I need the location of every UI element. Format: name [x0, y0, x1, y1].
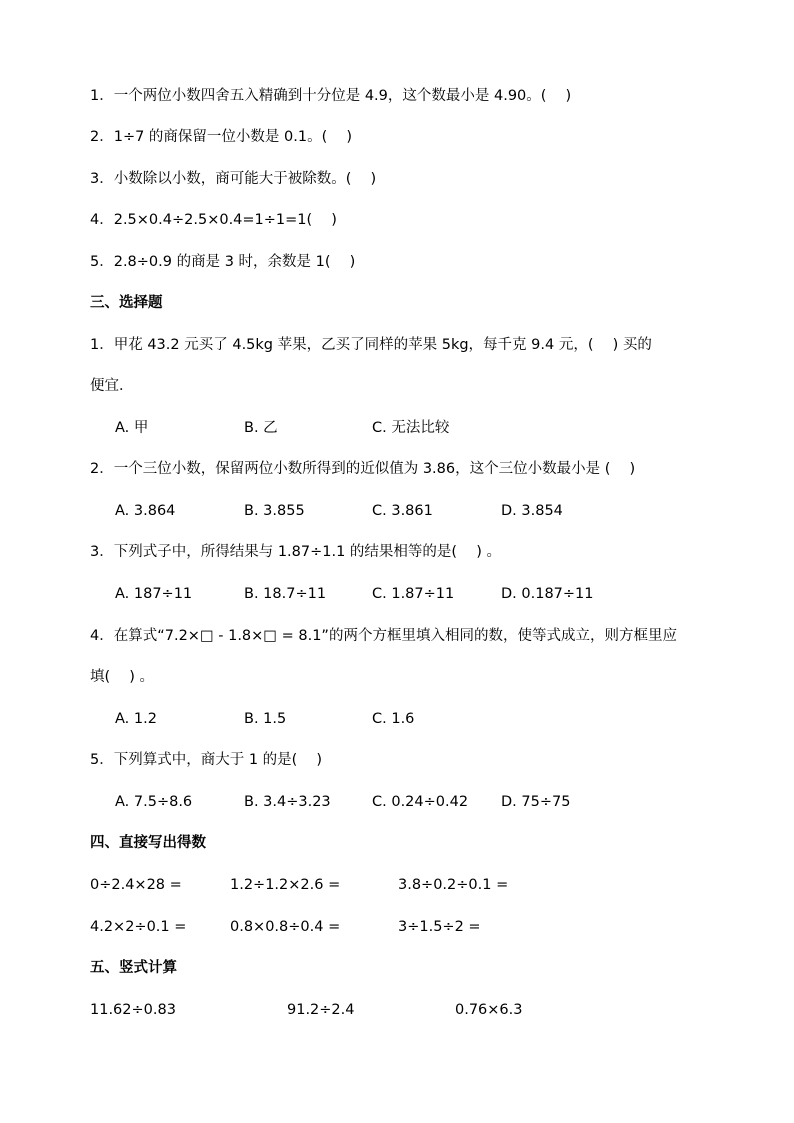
direct-r1-c3: 3.8÷0.2÷0.1 =	[398, 877, 509, 893]
choice-q5-option-b: B. 3.4÷3.23	[244, 794, 331, 810]
choice-q1-option-a: A. 甲	[115, 420, 149, 436]
choice-q3-option-d: D. 0.187÷11	[501, 586, 594, 602]
direct-r1-c2: 1.2÷1.2×2.6 =	[230, 877, 341, 893]
direct-r1-c1: 0÷2.4×28 =	[90, 877, 182, 893]
vertical-item-1: 11.62÷0.83	[90, 1002, 176, 1018]
choice-q2-option-c: C. 3.861	[372, 503, 433, 519]
choice-q5-option-c: C. 0.24÷0.42	[372, 794, 469, 810]
vertical-item-3: 0.76×6.3	[455, 1002, 523, 1018]
choice-q2-option-a: A. 3.864	[115, 503, 176, 519]
choice-q4-line-1: 4．在算式“7.2×□ - 1.8×□ = 8.1”的两个方框里填入相同的数，使等式成立，则方框里应	[90, 628, 677, 644]
section-heading-vertical: 五、竖式计算	[90, 960, 177, 976]
choice-q3-option-c: C. 1.87÷11	[372, 586, 455, 602]
judgment-item-2: 2．1÷7 的商保留一位小数是 0.1。( )	[90, 129, 353, 145]
choice-q2-line-1: 2．一个三位小数，保留两位小数所得到的近似值为 3.86，这个三位小数最小是 ( )	[90, 461, 636, 477]
choice-q4-option-b: B. 1.5	[244, 711, 287, 727]
judgment-item-4: 4．2.5×0.4÷2.5×0.4=1÷1=1( )	[90, 212, 337, 228]
choice-q4-option-a: A. 1.2	[115, 711, 157, 727]
choice-q1-line-2: 便宜．	[90, 378, 134, 394]
choice-q2-option-b: B. 3.855	[244, 503, 305, 519]
choice-q1-option-c: C. 无法比较	[372, 420, 450, 436]
choice-q5-option-a: A. 7.5÷8.6	[115, 794, 193, 810]
choice-q5-line-1: 5．下列算式中，商大于 1 的是( )	[90, 752, 323, 768]
choice-q5-option-d: D. 75÷75	[501, 794, 571, 810]
choice-q4-line-2: 填( ) 。	[90, 669, 155, 685]
choice-q1-option-b: B. 乙	[244, 420, 278, 436]
judgment-item-5: 5．2.8÷0.9 的商是 3 时，余数是 1( )	[90, 254, 356, 270]
choice-q1-line-1: 1．甲花 43.2 元买了 4.5kg 苹果，乙买了同样的苹果 5kg，每千克 9.4 元，( ) 买的	[90, 337, 652, 353]
judgment-item-1: 1．一个两位小数四舍五入精确到十分位是 4.9，这个数最小是 4.90。( )	[90, 88, 572, 104]
choice-q3-option-a: A. 187÷11	[115, 586, 193, 602]
section-heading-direct: 四、直接写出得数	[90, 835, 206, 851]
direct-r2-c2: 0.8×0.8÷0.4 =	[230, 919, 341, 935]
choice-q3-option-b: B. 18.7÷11	[244, 586, 327, 602]
choice-q2-option-d: D. 3.854	[501, 503, 563, 519]
vertical-item-2: 91.2÷2.4	[287, 1002, 355, 1018]
section-heading-choice: 三、选择题	[90, 295, 163, 311]
choice-q4-option-c: C. 1.6	[372, 711, 415, 727]
direct-r2-c3: 3÷1.5÷2 =	[398, 919, 481, 935]
choice-q3-line-1: 3．下列式子中，所得结果与 1.87÷1.1 的结果相等的是( ) 。	[90, 544, 501, 560]
judgment-item-3: 3．小数除以小数，商可能大于被除数。( )	[90, 171, 377, 187]
direct-r2-c1: 4.2×2÷0.1 =	[90, 919, 187, 935]
